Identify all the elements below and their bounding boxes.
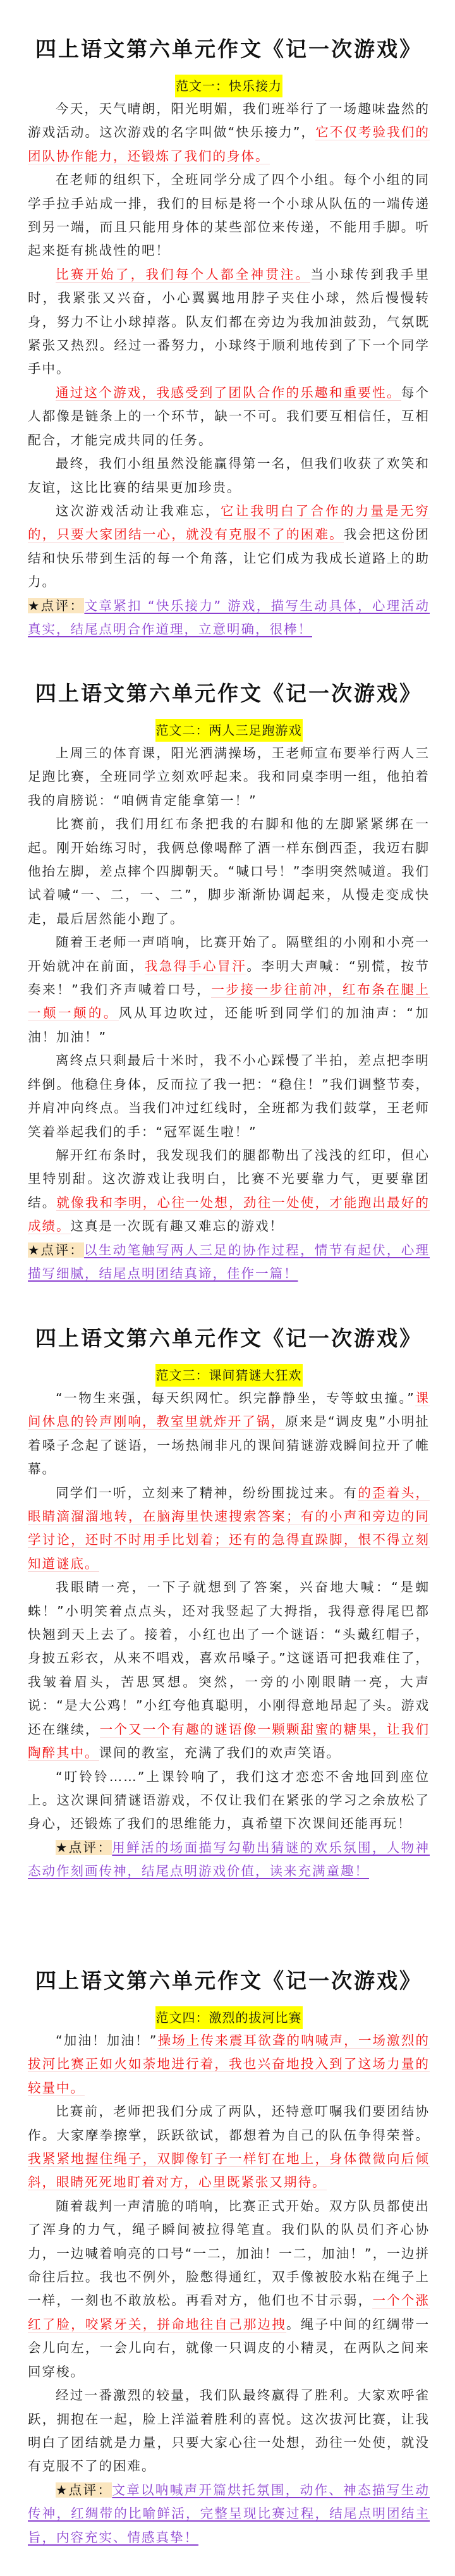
essay-section bbox=[28, 1326, 430, 1884]
text-segment: 上周三的体育课，阳光洒满操场，王老师宣布要举行两人三足跑比赛，全班同学立刻欢呼起来。我和同桌李明一组，他拍着我的肩膀说：“咱俩肯定能拿第一！” bbox=[28, 745, 430, 808]
essay-subtitle: 范文一：快乐接力 bbox=[175, 75, 282, 97]
page-title: 四上语文第六单元作文《记一次游戏》 bbox=[35, 1326, 422, 1351]
review-comment bbox=[28, 594, 430, 642]
subtitle-row bbox=[28, 719, 430, 742]
highlighted-sentence: 一个个涨红了脸，咬紧牙关，拼命地往自己那边拽 bbox=[28, 2293, 430, 2332]
page-title: 四上语文第六单元作文《记一次游戏》 bbox=[35, 681, 422, 706]
text-segment: “加油！加油！” bbox=[56, 2033, 158, 2048]
paragraph bbox=[28, 97, 430, 168]
highlighted-sentence: 比赛开始了，我们每个人都全神贯注。 bbox=[56, 266, 311, 282]
highlighted-sentence: 它让我明白了合作的力量是无穷的，只要大家团结一心，就没有克服不了的困难。 bbox=[28, 503, 430, 543]
highlighted-sentence: 操场上传来震耳欲聋的呐喊声，一场激烈的拔河比赛正如火如荼地进行着，我也兴奋地投入到了这场力量的较量中。 bbox=[28, 2033, 430, 2095]
paragraph bbox=[28, 1144, 430, 1239]
paragraph bbox=[28, 1576, 430, 1765]
subtitle-row bbox=[28, 2006, 430, 2029]
paragraph bbox=[28, 2195, 430, 2384]
review-comment bbox=[28, 2479, 430, 2549]
text-segment: 这次游戏活动让我难忘， bbox=[56, 503, 221, 518]
subtitle-row bbox=[28, 1364, 430, 1387]
text-segment: 随着王老师一声哨响，比赛开始了。隔壁组的小刚和小亮一开始就冲在前面， bbox=[28, 935, 430, 974]
highlighted-sentence: 通过这个游戏，我感受到了团队合作的乐趣和重要性。 bbox=[56, 384, 401, 400]
paragraph bbox=[28, 1387, 430, 1481]
review-label: ★点评： bbox=[56, 2482, 112, 2498]
text-segment: 比赛前，老师把我们分成了两队，还特意叮嘱我们要团结协作。大家摩拳擦掌，跃跃欲试，都想着为自己的队伍争得荣誉。 bbox=[28, 2104, 430, 2143]
review-text: 以生动笔触写两人三足的协作过程，情节有起伏，心理描写细腻，结尾点明团结真谛，佳作一篇！ bbox=[28, 1242, 430, 1281]
paragraph bbox=[28, 2384, 430, 2479]
essay-subtitle: 范文三：课间猜谜大狂欢 bbox=[155, 1364, 303, 1387]
text-segment: 课间的教室，充满了我们的欢声笑语。 bbox=[99, 1745, 341, 1761]
paragraph bbox=[28, 2029, 430, 2100]
text-segment: 经过一番激烈的较量，我们队最终赢得了胜利。大家欢呼雀跃，拥抱在一起，脸上洋溢着胜利的喜悦。这次拔河比赛，让我明白了团结就是力量，只要大家心往一处想，劲往一处使，就没有克服不了的困难。 bbox=[28, 2388, 430, 2474]
review-text: 文章以呐喊声开篇烘托氛围，动作、神态描写生动传神，红绸带的比喻鲜活，完整呈现比赛过程，结尾点明团结主旨，内容充实、情感真挚！ bbox=[28, 2482, 430, 2545]
text-segment: 今天，天气晴朗，阳光明媚，我们班举行了一场趣味盎然的游戏活动。这次游戏的名字叫做“快乐接力”， bbox=[28, 101, 430, 140]
text-segment: 同学们一听，立刻来了精神，纷纷围拢过来。有 bbox=[56, 1485, 358, 1500]
highlighted-sentence: 一个又一个有趣的谜语像一颗颗甜蜜的糖果，让我们陶醉其中。 bbox=[28, 1721, 430, 1761]
text-segment: 解开红布条时，我发现我们的腿都勒出了浅浅的红印，但心里特别甜。这次游戏让我明白，比赛不光要靠力气，更要靠团结。 bbox=[28, 1147, 430, 1210]
text-segment: 离终点只剩最后十米时，我不小心踩慢了半拍，差点把李明绊倒。他稳住身体，反而拉了我一把：“稳住！”我们调整节奏，并肩冲向终点。当我们冲过红线时，全班都为我们鼓掌，王老师笑着举起我们的手：“冠军诞生啦！” bbox=[28, 1053, 430, 1139]
page-title: 四上语文第六单元作文《记一次游戏》 bbox=[35, 37, 422, 61]
paragraph bbox=[28, 1765, 430, 1836]
highlighted-sentence: 我紧紧地握住绳子，双脚像钉子一样钉在地上，身体微微向后倾斜，眼睛死死地盯着对方，心里既紧张又期待。 bbox=[28, 2151, 430, 2190]
text-segment: 。绳子中间的红绸带一会儿向左，一会儿向右，就像一只调皮的小精灵，在两队之间来回穿梭。 bbox=[28, 2316, 430, 2379]
review-text: 用鲜活的场面描写勾勒出猜谜的欢乐氛围，人物神态动作刻画传神，结尾点明游戏价值，读来充满童趣！ bbox=[28, 1839, 430, 1879]
essay-section bbox=[28, 681, 430, 1285]
text-segment: 比赛前，我们用红布条把我的右脚和他的左脚紧紧绑在一起。刚开始练习时，我俩总像喝醉了酒一样东倒西歪，我迈右脚他抬左脚，差点摔个四脚朝天。“喊口号！”李明突然喊道。我们试着喊“一、二，一、二”，脚步渐渐协调起来，从慢走变成快走，最后居然能小跑了。 bbox=[28, 816, 430, 926]
highlighted-sentence: 的歪着头，眼睛滴溜溜地转，在脑海里快速搜索答案；有的小声和旁边的同学讨论，还时不时用手比划着；还有的急得直跺脚，恨不得立刻知道谜底。 bbox=[28, 1485, 430, 1571]
review-comment bbox=[28, 1836, 430, 1884]
text-segment: 随着裁判一声清脆的哨响，比赛正式开始。双方队员都使出了浑身的力气，绳子瞬间被拉得笔直。我们队的队员们齐心协力，一边喊着响亮的口号“一二，加油！一二，加油！”，一边拼命往后拉。我也不例外，脸憋得通红，双手像被胶水粘在绳子上一样，一刻也不敢放松。再看对方，他们也不甘示弱， bbox=[28, 2198, 430, 2309]
paragraph bbox=[28, 263, 430, 381]
paragraph bbox=[28, 931, 430, 1049]
paragraph bbox=[28, 1049, 430, 1144]
text-segment: 。李明大声喊：“别慌，按节奏来！”我们齐声喊着口号， bbox=[28, 958, 430, 998]
highlighted-sentence: 它不仅考验我们的团队协作能力，还锻炼了我们的身体。 bbox=[28, 125, 430, 164]
text-segment: 这真是一次既有趣又难忘的游戏！ bbox=[70, 1218, 284, 1234]
text-segment: 我眼睛一亮，一下子就想到了答案，兴奋地大喊：“是蜘蛛！”小明笑着点点头，还对我竖起了大拇指，我得意得尾巴都快翘到天上去了。接着，小红也出了一个谜语：“头戴红帽子，身披五彩衣，从来不唱戏，喜欢吊嗓子。”这谜语可把我难住了，我皱着眉头，苦思冥想。突然，一旁的小刚眼睛一亮，大声说：“是大公鸡！”小红夸他真聪明，小刚得意地昂起了头。游戏还在继续， bbox=[28, 1579, 430, 1737]
text-segment: “叮铃铃……”上课铃响了，我们这才恋恋不舍地回到座位上。这次课间猜谜语游戏，不仅让我们在紧张的学习之余放松了身心，还锻炼了我们的思维能力，真希望下次课间还能再玩！ bbox=[28, 1769, 430, 1832]
text-segment: 在老师的组织下，全班同学分成了四个小组。每个小组的同学手拉手站成一排，我们的目标是将一个小球从队伍的一端传递到另一端，而且只能用身体的某些部位来传递，不能用手脚。听起来挺有挑战性的吧！ bbox=[28, 172, 430, 259]
review-label: ★点评： bbox=[28, 598, 85, 613]
paragraph bbox=[28, 500, 430, 594]
text-segment: 每个人都像是链条上的一个环节，缺一不可。我们要互相信任，互相配合，才能完成共同的任务。 bbox=[28, 384, 430, 448]
text-segment: 最终，我们小组虽然没能赢得第一名，但我们收获了欢笑和友谊，这比比赛的结果更加珍贵。 bbox=[28, 456, 430, 495]
subtitle-row bbox=[28, 75, 430, 97]
text-segment: 风从耳边吹过，还能听到同学们的加油声：“加油！加油！” bbox=[28, 1005, 430, 1045]
page-title: 四上语文第六单元作文《记一次游戏》 bbox=[35, 1968, 422, 1993]
review-label: ★点评： bbox=[56, 1839, 112, 1855]
paragraph bbox=[28, 742, 430, 813]
essay-section bbox=[28, 37, 430, 641]
paragraph bbox=[28, 1481, 430, 1576]
essay-subtitle: 范文四：激烈的拔河比赛 bbox=[155, 2006, 303, 2029]
review-comment bbox=[28, 1239, 430, 1286]
highlighted-sentence: 课间休息的铃声刚响，教室里就炸开了锅， bbox=[28, 1390, 430, 1430]
highlighted-sentence: 我急得手心冒汗 bbox=[144, 958, 247, 974]
text-segment: 当小球传到我手里时，我紧张又兴奋，小心翼翼地用脖子夹住小球，然后慢慢转身，努力不让小球掉落。队友们都在旁边为我加油鼓劲，气氛既紧张又热烈。经过一番努力，小球终于顺利地传到了下一个同学手中。 bbox=[28, 266, 430, 377]
text-segment: 我会把这份团结和快乐带到生活的每一个角落，让它们成为我成长道路上的助力。 bbox=[28, 527, 430, 590]
paragraph bbox=[28, 381, 430, 452]
paragraph bbox=[28, 452, 430, 500]
paragraph bbox=[28, 168, 430, 263]
text-segment: “一物生来强，每天织网忙。织完静静坐，专等蚊虫撞。” bbox=[56, 1390, 415, 1406]
text-segment: 原来是“调皮鬼”小明扯着嗓子念起了谜语，一场热闹非凡的课间猜谜游戏瞬间拉开了帷幕。 bbox=[28, 1414, 430, 1477]
highlighted-sentence: 一步接一步往前冲，红布条在腿上一颠一颠的。 bbox=[28, 982, 430, 1021]
paragraph bbox=[28, 2100, 430, 2195]
paragraph bbox=[28, 813, 430, 931]
review-label: ★点评： bbox=[28, 1242, 85, 1258]
highlighted-sentence: 就像我和李明，心往一处想，劲往一处使，才能跑出最好的成绩。 bbox=[28, 1194, 430, 1234]
review-text: 文章紧扣 “快乐接力” 游戏，描写生动具体，心理活动真实，结尾点明合作道理，立意明确，很棒！ bbox=[28, 598, 430, 637]
essay-subtitle: 范文二：两人三足跑游戏 bbox=[155, 719, 303, 742]
essay-section bbox=[28, 1968, 430, 2549]
